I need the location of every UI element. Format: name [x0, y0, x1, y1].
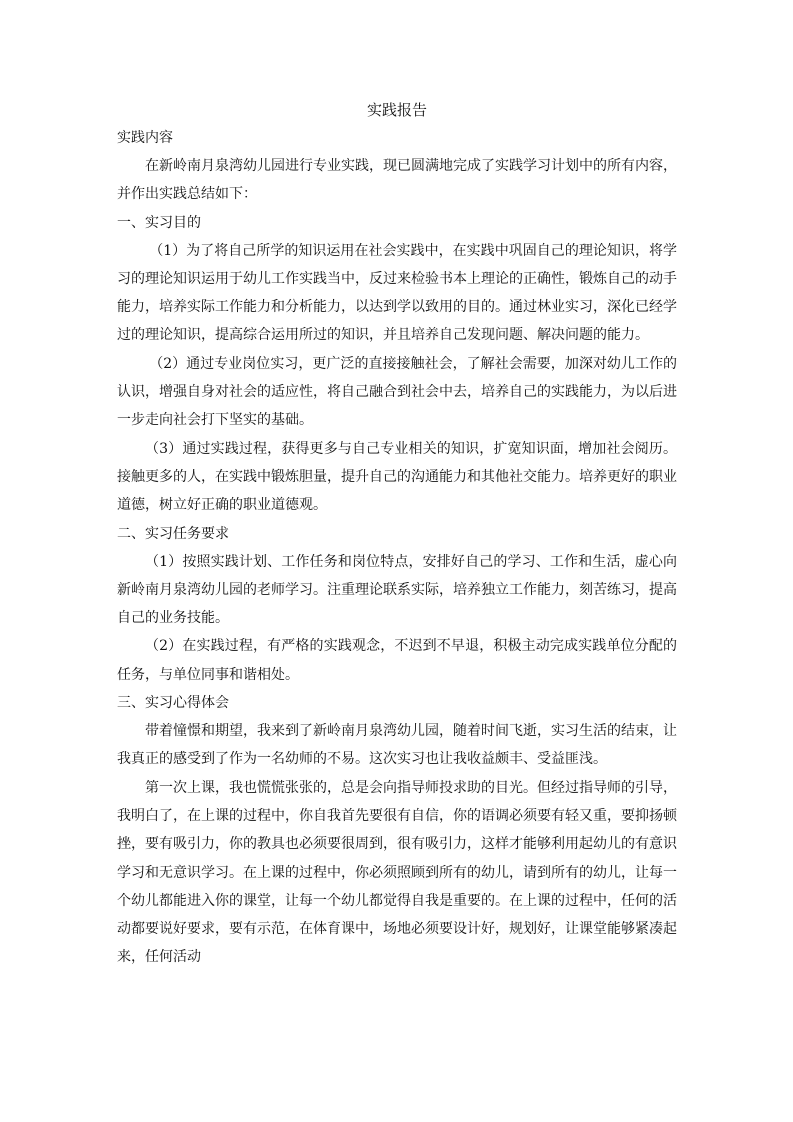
- paragraph-purpose-2: （2）通过专业岗位实习，更广泛的直接接触社会，了解社会需要，加深对幼儿工作的认识，增强自身对社会的适应性，将自己融合到社会中去，培养自己的实践能力，为以后进一步走向社会打下坚实的基础。: [117, 355, 677, 429]
- paragraph-tasks-1: （1）按照实践计划、工作任务和岗位特点，安排好自己的学习、工作和生活，虚心向新岭南月泉湾幼儿园的老师学习。注重理论联系实际，培养独立工作能力，刻苦练习，提高自己的业务技能。: [117, 553, 677, 627]
- section-heading-tasks: 二、实习任务要求: [117, 525, 229, 542]
- paragraph-intro: 在新岭南月泉湾幼儿园进行专业实践，现已圆满地完成了实践学习计划中的所有内容，并作出实践总结如下：: [117, 158, 677, 203]
- section-heading-experience: 三、实习心得体会: [117, 695, 229, 712]
- paragraph-purpose-1: （1）为了将自己所学的知识运用在社会实践中，在实践中巩固自己的理论知识，将学习的理论知识运用于幼儿工作实践当中，反过来检验书本上理论的正确性，锻炼自己的动手能力，培养实际工作能力和分析能力，以达到学以致用的目的。通过林业实习，深化已经学过的理论知识，提高综合运用所过的知识，并且培养自己发现问题、解决问题的能力。: [117, 242, 677, 344]
- paragraph-experience-1: 带着憧憬和期望，我来到了新岭南月泉湾幼儿园，随着时间飞逝，实习生活的结束，让我真正的感受到了作为一名幼师的不易。这次实习也让我收益颇丰、受益匪浅。: [117, 723, 677, 768]
- section-heading-purpose: 一、实习目的: [117, 214, 201, 231]
- document-page: [117, 96, 677, 972]
- document-title: 实践报告: [366, 101, 427, 119]
- paragraph-experience-2: 第一次上课，我也慌慌张张的，总是会向指导师投求助的目光。但经过指导师的引导，我明白了，在上课的过程中，你自我首先要很有自信，你的语调必须要有轻又重，要抑扬顿挫，要有吸引力，你的教具也必须要很周到，很有吸引力，这样才能够利用起幼儿的有意识学习和无意识学习。在上课的过程中，你必须照顾到所有的幼儿，请到所有的幼儿，让每一个幼儿都能进入你的课堂，让每一个幼儿都觉得自我是重要的。在上课的过程中，任何的活动都要说好要求，要有示范，在体育课中，场地必须要设计好，规划好，让课堂能够紧凑起来，任何活动: [117, 779, 677, 966]
- paragraph-tasks-2: （2）在实践过程，有严格的实践观念，不迟到不早退，积极主动完成实践单位分配的任务，与单位同事和谐相处。: [117, 638, 677, 683]
- section-heading-intro: 实践内容: [117, 130, 173, 146]
- paragraph-purpose-3: （3）通过实践过程，获得更多与自己专业相关的知识，扩宽知识面，增加社会阅历。接触更多的人，在实践中锻炼胆量，提升自己的沟通能力和其他社交能力。培养更好的职业道德，树立好正确的职业道德观。: [117, 440, 677, 514]
